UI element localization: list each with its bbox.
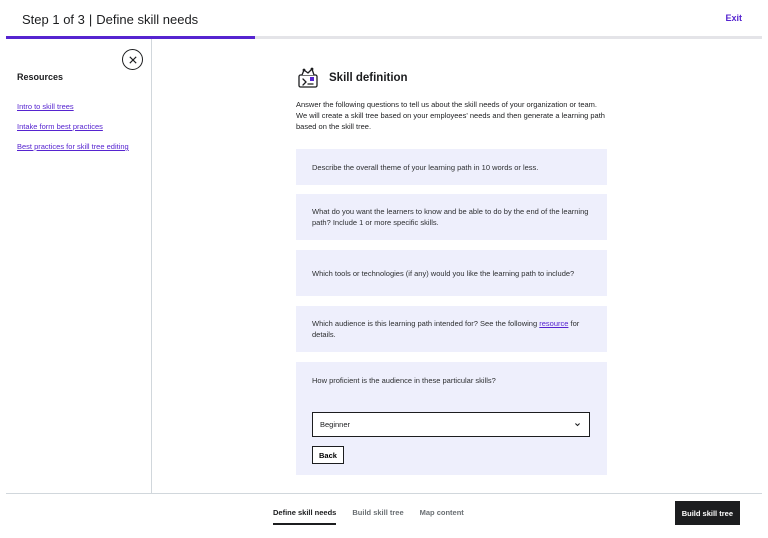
- resource-link-intro-skill-trees[interactable]: Intro to skill trees: [17, 102, 74, 111]
- page-title: [22, 12, 198, 27]
- main-content: [296, 65, 608, 132]
- resource-link-skill-tree-editing[interactable]: Best practices for skill tree editing: [17, 142, 129, 151]
- resources-heading: Resources: [17, 72, 64, 82]
- question-card-skills[interactable]: [296, 194, 607, 240]
- tab-define-skill-needs[interactable]: Define skill needs: [273, 508, 336, 525]
- header: [0, 0, 768, 38]
- question-card-tools[interactable]: [296, 250, 607, 296]
- proficiency-select[interactable]: [312, 412, 590, 437]
- proficiency-select-value: Beginner: [320, 420, 351, 429]
- tab-map-content[interactable]: Map content: [419, 508, 464, 517]
- section-header: [296, 65, 608, 91]
- tab-build-skill-tree[interactable]: Build skill tree: [352, 508, 404, 517]
- footer-bar: [6, 493, 762, 538]
- question-text: Which tools or technologies (if any) would you like the learning path to include?: [312, 268, 575, 278]
- build-skill-tree-button[interactable]: Build skill tree: [675, 501, 740, 525]
- title-separator: |: [88, 12, 93, 27]
- question-text: How proficient is the audience in these particular skills?: [312, 376, 496, 385]
- skill-tree-icon: [296, 66, 320, 90]
- question-card-audience[interactable]: [296, 306, 607, 352]
- question-text: What do you want the learners to know and be able to do by the end of the learning path? Include 1 or more specific skills.: [312, 207, 589, 227]
- resource-list: [17, 102, 137, 162]
- list-item: [17, 142, 137, 152]
- resource-link[interactable]: resource: [539, 319, 569, 328]
- close-icon: [129, 56, 137, 64]
- chevron-down-icon: [574, 421, 581, 428]
- question-card-proficiency: [296, 362, 607, 475]
- step-indicator: Step 1 of 3: [22, 12, 85, 27]
- list-item: [17, 102, 137, 112]
- question-card-theme[interactable]: [296, 149, 607, 185]
- intro-text: Answer the following questions to tell us about the skill needs of your organization or team. We will create a skill tree based on your employees' needs and then generate a learning path based on the skill tree.: [296, 100, 605, 131]
- back-button[interactable]: Back: [312, 446, 344, 464]
- close-sidebar-button[interactable]: [122, 49, 143, 70]
- section-title: Skill definition: [329, 72, 408, 84]
- resource-link-intake-form[interactable]: Intake form best practices: [17, 122, 103, 131]
- list-item: [17, 122, 137, 132]
- question-text: [312, 318, 591, 340]
- step-tabs: [273, 508, 480, 525]
- resources-sidebar: [6, 39, 152, 493]
- question-text-part: Which audience is this learning path intended for? See the following: [312, 319, 540, 328]
- question-text-part: for details.: [312, 319, 580, 339]
- exit-link[interactable]: Exit: [725, 13, 742, 23]
- step-title: Define skill needs: [96, 12, 199, 27]
- question-text: Describe the overall theme of your learning path in 10 words or less.: [312, 162, 539, 172]
